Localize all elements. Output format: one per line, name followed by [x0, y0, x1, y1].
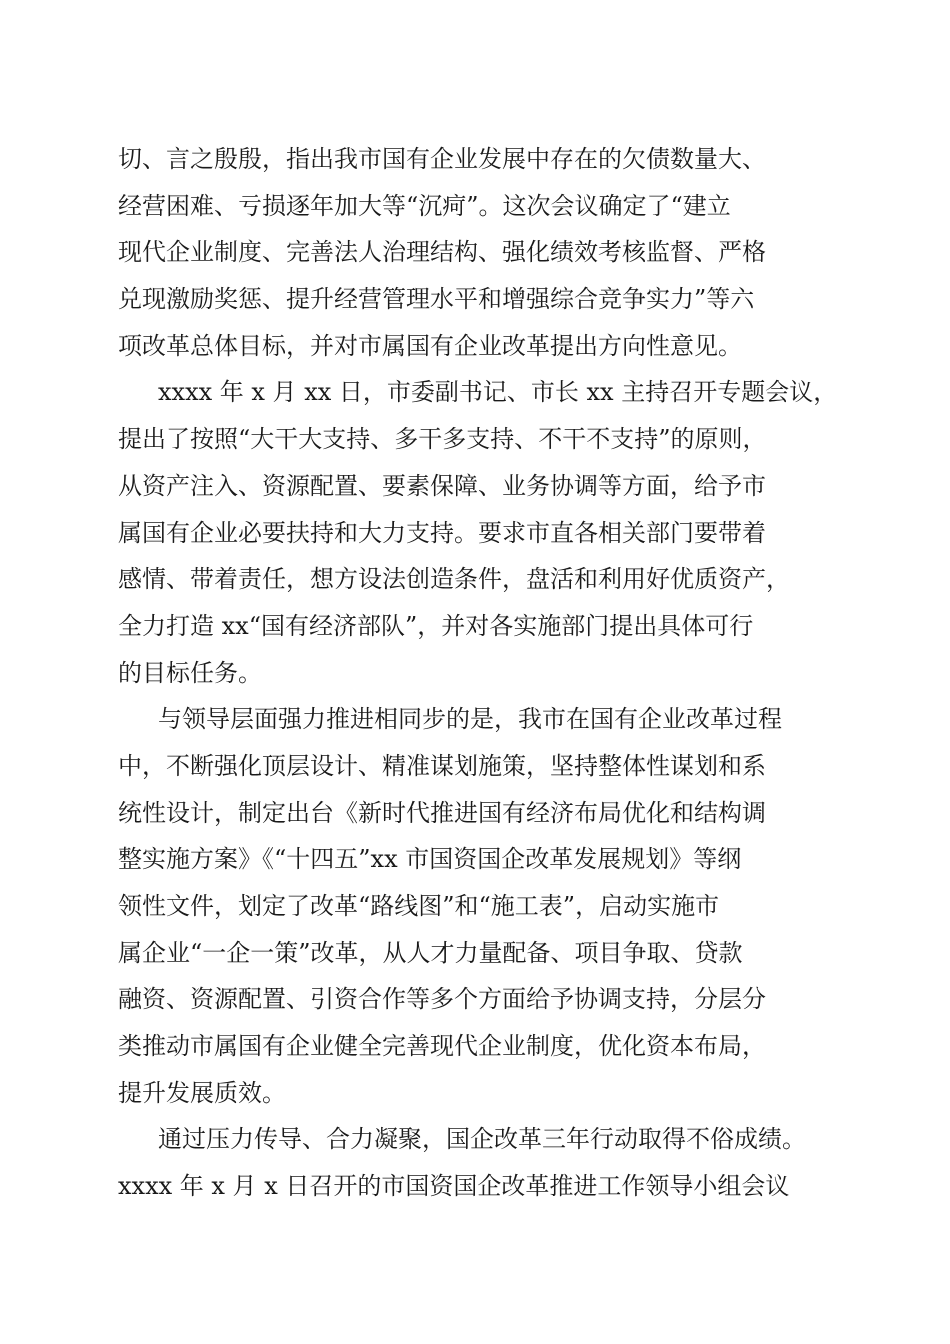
text-line: xxxx 年 x 月 x 日召开的市国资国企改革推进工作领导小组会议 — [118, 1172, 790, 1201]
text-line: 与领导层面强力推进相同步的是，我市在国有企业改革过程 — [158, 705, 782, 734]
text-line: 切、言之殷殷，指出我市国有企业发展中存在的欠债数量大、 — [118, 145, 766, 173]
text-line: 的目标任务。 — [118, 658, 262, 687]
text-line: 项改革总体目标，并对市属国有企业改革提出方向性意见。 — [118, 331, 742, 360]
text-line: 兑现激励奖惩、提升经营管理水平和增强综合竞争实力”等六 — [118, 285, 755, 314]
text-line: 属国有企业必要扶持和大力支持。要求市直各相关部门要带着 — [118, 518, 766, 547]
document-body — [118, 136, 838, 1210]
paragraph — [118, 1116, 838, 1209]
text-line: 感情、带着责任，想方设法创造条件，盘活和利用好优质资产， — [118, 565, 790, 594]
text-line: 经营困难、亏损逐年加大等“沉疴”。这次会议确定了“建立 — [118, 191, 731, 220]
paragraph — [118, 136, 838, 369]
text-line: 提升发展质效。 — [118, 1078, 286, 1107]
text-line: 统性设计，制定出台《新时代推进国有经济布局优化和结构调 — [118, 798, 766, 827]
text-line: 类推动市属国有企业健全完善现代企业制度，优化资本布局， — [118, 1032, 766, 1061]
text-line: xxxx 年 x 月 xx 日，市委副书记、市长 xx 主持召开专题会议， — [158, 378, 838, 407]
paragraph — [118, 696, 838, 1116]
text-line: 融资、资源配置、引资合作等多个方面给予协调支持，分层分 — [118, 985, 766, 1014]
text-line: 整实施方案》《“十四五”xx 市国资国企改革发展规划》等纲 — [118, 845, 742, 874]
text-line: 现代企业制度、完善法人治理结构、强化绩效考核监督、严格 — [118, 238, 766, 267]
text-line: 属企业“一企一策”改革，从人才力量配备、项目争取、贷款 — [118, 938, 743, 967]
text-line: 中，不断强化顶层设计、精准谋划施策，坚持整体性谋划和系 — [118, 751, 766, 780]
text-line: 通过压力传导、合力凝聚，国企改革三年行动取得不俗成绩。 — [158, 1125, 806, 1154]
text-line: 从资产注入、资源配置、要素保障、业务协调等方面，给予市 — [118, 471, 766, 500]
text-line: 领性文件，划定了改革“路线图”和“施工表”，启动实施市 — [118, 892, 720, 920]
text-line: 提出了按照“大干大支持、多干多支持、不干不支持”的原则， — [118, 425, 767, 454]
paragraph — [118, 369, 838, 696]
text-line: 全力打造 xx“国有经济部队”，并对各实施部门提出具体可行 — [118, 611, 754, 640]
